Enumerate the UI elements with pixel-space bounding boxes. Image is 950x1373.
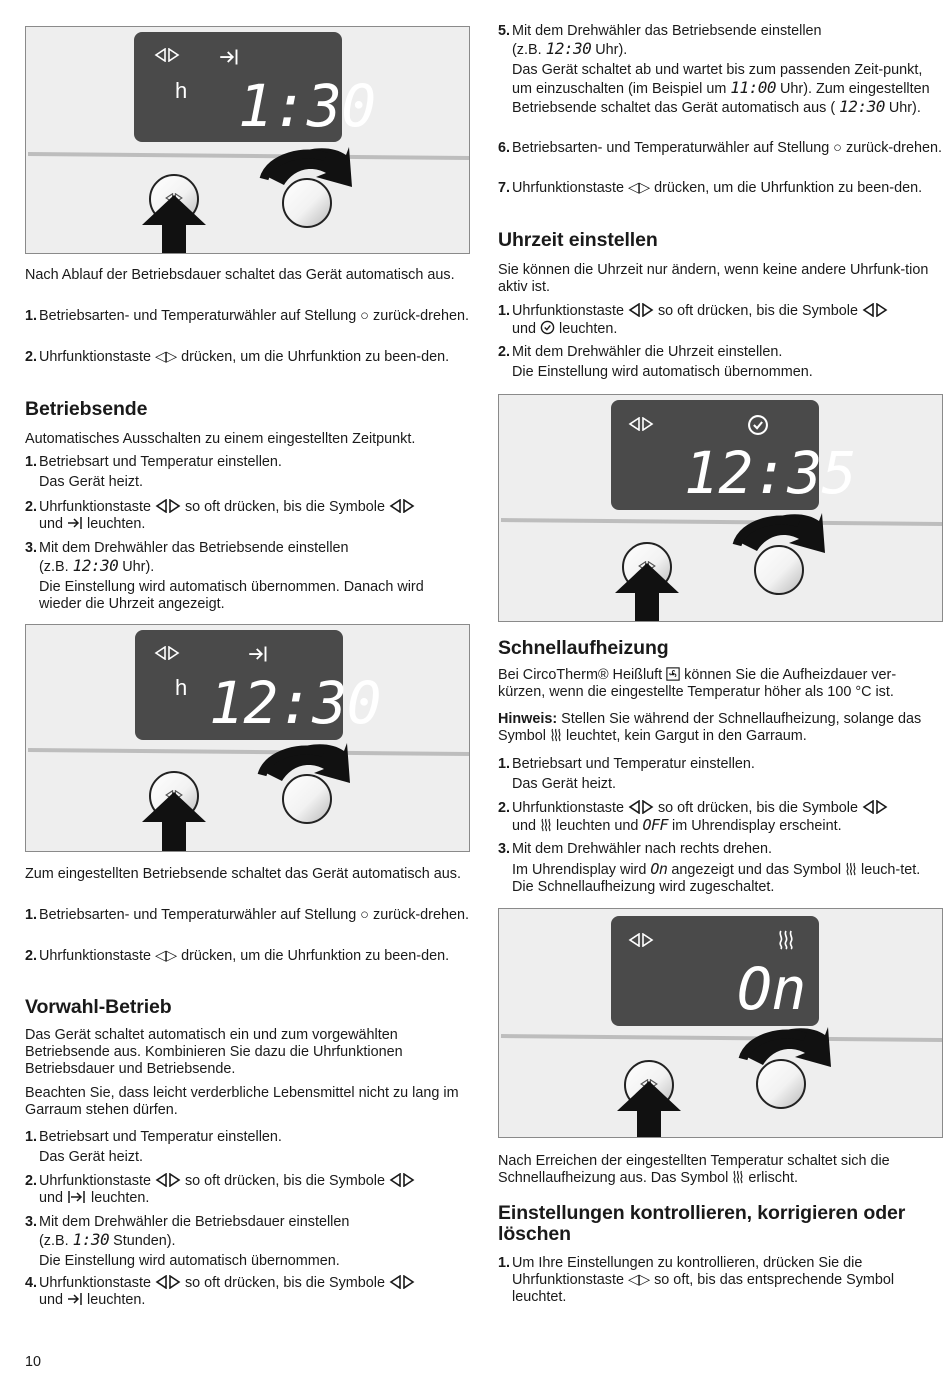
list-item: 2. Uhrfunktionstaste ◁▷ drücken, um die Uhrfunktion zu been-den. (25, 948, 450, 964)
display-time: 1:30 (238, 72, 376, 140)
list-item: 3. Mit dem Drehwähler die Betriebsdauer einstellen (z.B. 1:30 Stunden). Die Einstellung wird automatisch übernommen. (25, 1214, 350, 1269)
display-unit: h (175, 78, 188, 103)
paragraph: Beachten Sie, dass leicht verderbliche Lebensmittel nicht zu lang im Garraum stehen dürfen. (25, 1085, 459, 1118)
rotary-knob[interactable] (755, 546, 803, 594)
page-number: 10 (25, 1354, 42, 1370)
list-item: 1. Betriebsarten- und Temperaturwähler auf Stellung ○ zurück-drehen. (25, 308, 469, 324)
list-item: 1. Betriebsart und Temperatur einstellen. Das Gerät heizt. (25, 454, 282, 490)
clock-function-icon (862, 800, 888, 814)
heading-vorwahl: Vorwahl-Betrieb (25, 996, 172, 1018)
end-time-icon (67, 516, 83, 530)
list-item: 1. Betriebsarten- und Temperaturwähler auf Stellung ○ zurück-drehen. (25, 907, 469, 923)
list-item: 3. Mit dem Drehwähler das Betriebsende einstellen (z.B. 12:30 Uhr). Die Einstellung wird automatisch übernommen. Danach wird wieder die Uhrzeit angezeigt. (25, 540, 424, 612)
paragraph: Sie können die Uhrzeit nur ändern, wenn keine andere Uhrfunk-tion aktiv ist. (498, 262, 929, 295)
paragraph: Bei CircoTherm® Heißluft können Sie die Aufheizdauer ver-kürzen, wenn die eingestellte Temperatur höher als 100 °C ist. (498, 667, 897, 700)
list-item: 2. Uhrfunktionstaste ◁▷ drücken, um die Uhrfunktion zu been-den. (25, 349, 450, 365)
paragraph: Nach Erreichen der eingestellten Temperatur schaltet sich die Schnellaufheizung aus. Das Symbol erlischt. (498, 1153, 890, 1186)
clock-function-icon (155, 499, 181, 513)
rotary-knob[interactable] (757, 1060, 805, 1108)
clock-function-icon (862, 303, 888, 317)
clock-function-icon (155, 1275, 181, 1289)
paragraph: Automatisches Ausschalten zu einem eingestellten Zeitpunkt. (25, 431, 416, 447)
rotary-knob[interactable] (283, 179, 331, 227)
heading-schnellaufheizung: Schnellaufheizung (498, 637, 669, 659)
clock-icon (540, 320, 555, 335)
list-item: 1. Um Ihre Einstellungen zu kontrollieren, drücken Sie die Uhrfunktionstaste ◁▷ so oft, bis das entsprechende Symbol leuchtet. (498, 1255, 895, 1305)
list-item: 3. Mit dem Drehwähler nach rechts drehen. Im Uhrendisplay wird On angezeigt und das Symbol leuch-tet. Die Schnellaufheizung wird zugeschaltet. (498, 841, 921, 895)
rapid-heat-icon (845, 862, 857, 876)
heading-einstellungen: Einstellungen kontrollieren, korrigieren oder löschen (498, 1202, 906, 1245)
paragraph: Nach Ablauf der Betriebsdauer schaltet das Gerät automatisch aus. (25, 267, 455, 283)
oven-display-illustration-endtime (25, 624, 470, 852)
circotherm-icon (666, 667, 680, 681)
display-time: 12:35 (684, 439, 857, 507)
display-time: 12:30 (209, 669, 382, 737)
list-item: 4. Uhrfunktionstaste so oft drücken, bis die Symbole und leuchten. (25, 1275, 470, 1309)
paragraph: Das Gerät schaltet automatisch ein und zum vorgewählten Betriebsende aus. Kombinieren Sie dazu die Uhrfunktionen Betriebsdauer und Betriebsende. (25, 1027, 403, 1077)
rapid-heat-icon (732, 1170, 744, 1184)
duration-icon (67, 1190, 87, 1204)
oven-display-illustration-duration (25, 26, 470, 254)
clock-function-icon (628, 800, 654, 814)
heading-betriebsende: Betriebsende (25, 398, 148, 420)
list-item: 2. Uhrfunktionstaste so oft drücken, bis die Symbole und leuchten. (25, 499, 470, 533)
clock-function-icon (389, 499, 415, 513)
list-item: 1. Uhrfunktionstaste so oft drücken, bis die Symbole und leuchten. (498, 303, 943, 338)
list-item: 1. Betriebsart und Temperatur einstellen. Das Gerät heizt. (498, 756, 755, 792)
list-item: 6. Betriebsarten- und Temperaturwähler auf Stellung ○ zurück-drehen. (498, 140, 942, 156)
list-item: 2. Uhrfunktionstaste so oft drücken, bis die Symbole und leuchten. (25, 1173, 470, 1207)
list-item: 7. Uhrfunktionstaste ◁▷ drücken, um die Uhrfunktion zu been-den. (498, 180, 923, 196)
list-item: 1. Betriebsart und Temperatur einstellen. Das Gerät heizt. (25, 1129, 282, 1165)
rapid-heat-icon (550, 728, 562, 742)
clock-function-icon (155, 1173, 181, 1187)
clock-function-icon (628, 303, 654, 317)
rapid-heat-icon (540, 818, 552, 832)
note: Hinweis: Stellen Sie während der Schnellaufheizung, solange das Symbol leuchtet, kein Gargut in den Garraum. (498, 711, 922, 744)
clock-function-icon (389, 1173, 415, 1187)
oven-display-illustration-rapidheat (498, 908, 943, 1138)
list-item: 5. Mit dem Drehwähler das Betriebsende einstellen (z.B. 12:30 Uhr). Das Gerät schaltet ab und wartet bis zum passenden Zeit-punkt, um einzuschalten (im Beispiel um 11:00 Uhr). Zum eingestellten Betriebsende schaltet das Gerät automatisch aus ( 12:30 Uhr). (498, 23, 930, 116)
display-unit: h (175, 675, 188, 700)
paragraph: Zum eingestellten Betriebsende schaltet das Gerät automatisch aus. (25, 866, 461, 882)
rotary-knob[interactable] (283, 775, 331, 823)
display-text: On (737, 955, 806, 1023)
clock-function-icon (389, 1275, 415, 1289)
heading-uhrzeit: Uhrzeit einstellen (498, 229, 658, 251)
list-item: 2. Mit dem Drehwähler die Uhrzeit einstellen. Die Einstellung wird automatisch übernommen. (498, 344, 813, 380)
list-item: 2. Uhrfunktionstaste so oft drücken, bis die Symbole und leuchten und OFF im Uhrendisplay erscheint. (498, 800, 943, 835)
end-time-icon (67, 1292, 83, 1306)
oven-display-illustration-clock (498, 394, 943, 622)
